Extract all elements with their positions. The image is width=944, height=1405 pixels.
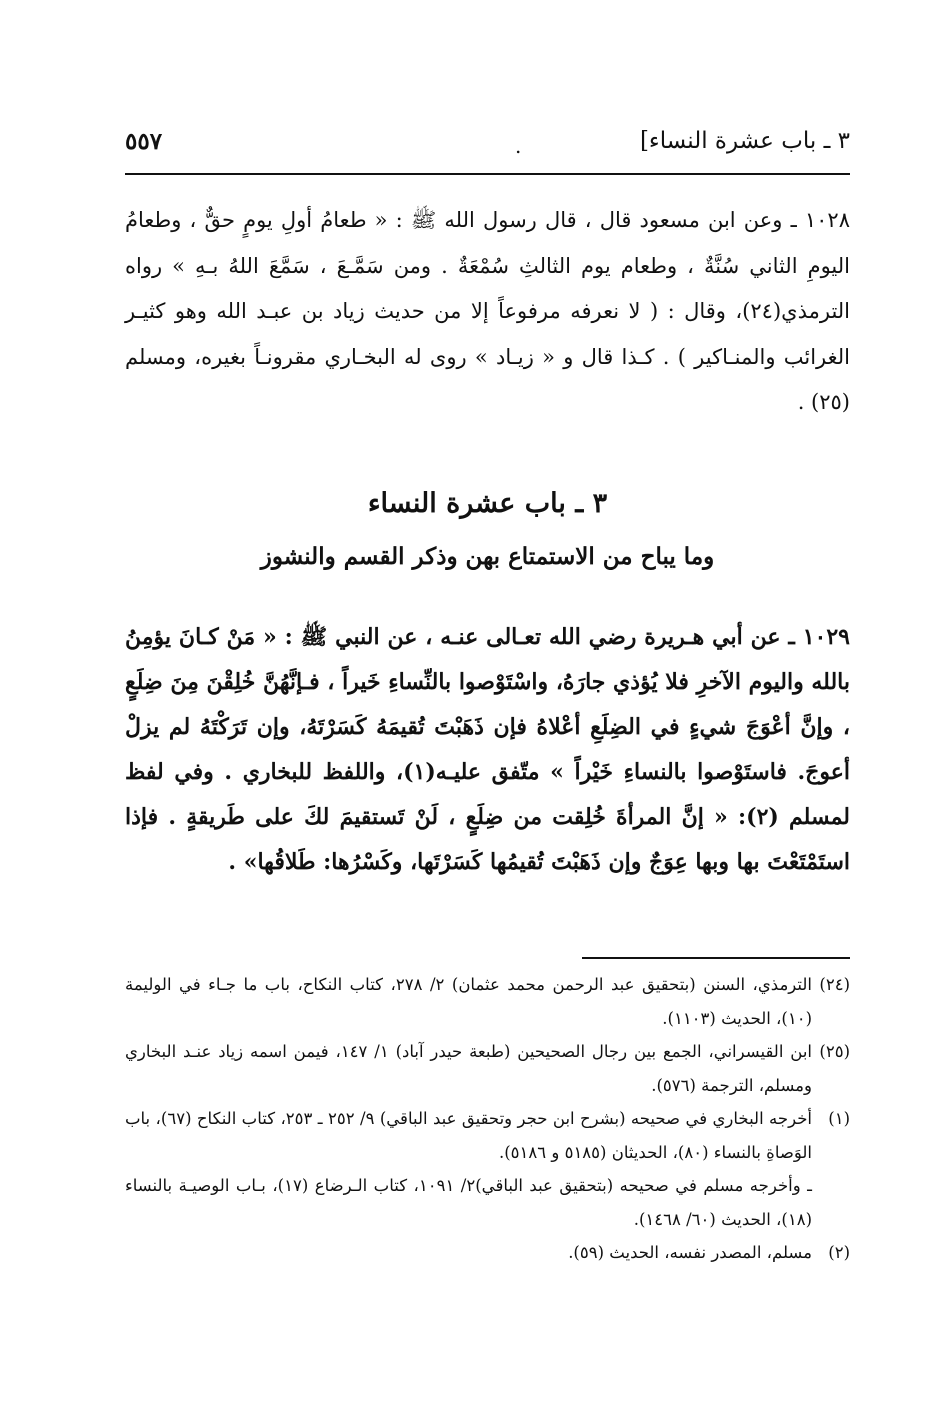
- footnote-item: [125, 1035, 850, 1102]
- footnote-item: [125, 968, 850, 1035]
- footnote-item: [125, 1169, 850, 1236]
- footnote-number: (١): [828, 1109, 850, 1128]
- footnote-number: (٢): [828, 1243, 850, 1262]
- footnote-text: ابن القيسراني، الجمع بين رجال الصحيحين (طبعة حيدر آباد) ١/ ١٤٧، فيمن اسمه زياد عنـد البخاري ومسلم، الترجمة (٥٧٦).: [125, 1042, 812, 1095]
- footnote-number: (٢٤): [819, 975, 850, 994]
- header-dot: .: [515, 134, 522, 158]
- page-number: ٥٥٧: [125, 128, 163, 155]
- footnote-number: (٢٥): [819, 1042, 850, 1061]
- footnote-item: [125, 1236, 850, 1270]
- hadith-1028-paragraph: ١٠٢٨ ـ وعن ابن مسعود قال ، قال رسول الله ﷺ : « طعامُ أولِ يومٍ حقٌّ ، وطعامُ اليومِ الثاني سُنَّةٌ ، وطعام يوم الثالثِ سُمْعَةٌ . ومن سَمَّـعَ ، سَمَّعَ اللهُ بـهِ » رواه الترمذي(٢٤)، وقال : ( لا نعرفه مرفوعاً إلا من حديث زياد بن عبـد الله وهو كثيـر الغرائب والمنـاكير ) . كـذا قال و « زيـاد » روى له البخـاري مقرونـاً بغيره، ومسلم (٢٥) .: [125, 208, 851, 414]
- footnotes: [125, 968, 850, 1270]
- footnote-text: الترمذي، السنن (بتحقيق عبد الرحمن محمد عثمان) ٢/ ٢٧٨، كتاب النكاح، باب ما جـاء في الوليمة (١٠)، الحديث (١١٠٣).: [125, 975, 812, 1028]
- footnote-text: مسلم، المصدر نفسه، الحديث (٥٩).: [568, 1243, 812, 1262]
- hadith-1029-paragraph: ١٠٢٩ ـ عن أبي هـريرة رضي الله تعـالى عنـه ، عن النبي ﷺ : « مَنْ كـانَ يؤمِنُ بالله واليوم الآخرِ فلا يُؤذي جارَهُ، واسْتَوْصوا بالنِّساءِ خَيراً ، فـإنَّهُنَّ خُلِقْنَ مِنَ ضِلَعٍ ، وإنَّ أعْوَجَ شيءٍ في الضِلَعِ أعْلاهُ فإن ذَهَبْتَ تُقيمَهُ كَسَرْتَهُ، وإن تَرَكْتَهُ لم يزلْ أعوجَ. فاستَوْصوا بالنساءِ خَيْراً » متّفق عليـه(١)، واللفظ للبخاري . وفي لفظ لمسلم (٢): « إنَّ المرأةَ خُلِقت من ضِلَعٍ ، لَنْ تَستقيمَ لكَ على طَريقةٍ . فإذا استَمْتَعْتَ بها وبها عِوَجٌ وإن ذَهَبْتَ تُقيمُها كَسَرْتَها، وكَسْرُها: طَلاقُها» .: [125, 624, 850, 875]
- page-header: [125, 128, 850, 168]
- footnote-number: [812, 1169, 850, 1236]
- chapter-title: ٣ ـ باب عشرة النساء: [367, 488, 608, 519]
- header-rule: [125, 173, 850, 175]
- chapter-subtitle: وما يباح من الاستمتاع بهن وذكر القسم والنشوز: [260, 543, 715, 570]
- footnote-text: أخرجه البخاري في صحيحه (بشرح ابن حجر وتحقيق عبد الباقي) ٩/ ٢٥٢ ـ ٢٥٣، كتاب النكاح (٦٧)، باب الوَصاةِ بالنساء (٨٠)، الحديثان (٥١٨٥ و ٥١٨٦).: [125, 1109, 812, 1162]
- footnote-separator: [582, 957, 850, 959]
- footnote-item: [125, 1102, 850, 1169]
- footnote-text: ـ وأخرجه مسلم في صحيحه (بتحقيق عبد الباقي)٢/ ١٠٩١، كتاب الـرضاع (١٧)، بـاب الوصيـة بالنساء (١٨)، الحديث (٦٠/ ١٤٦٨).: [125, 1176, 813, 1229]
- running-title: ٣ ـ باب عشرة النساء]: [639, 128, 850, 154]
